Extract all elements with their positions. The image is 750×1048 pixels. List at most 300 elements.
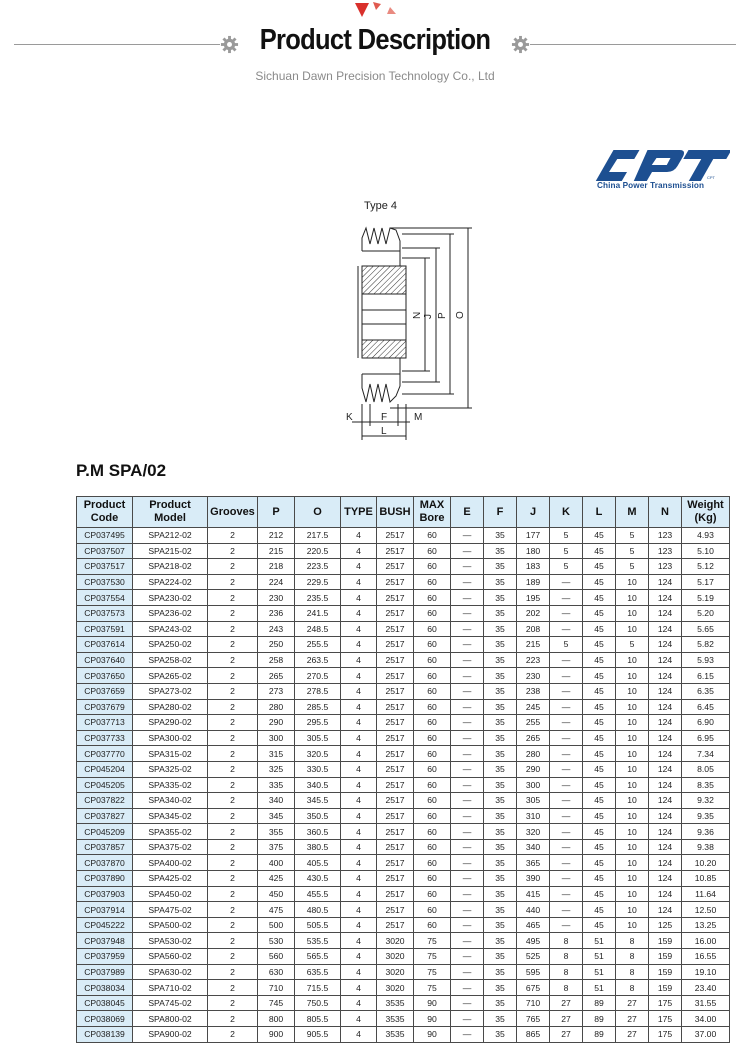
table-cell-type: 4 xyxy=(341,543,377,559)
table-cell-bush: 2517 xyxy=(377,559,414,575)
table-cell-type: 4 xyxy=(341,980,377,996)
table-cell-product-model: SPA243-02 xyxy=(133,621,208,637)
table-cell-n: 124 xyxy=(649,605,682,621)
table-cell-max-bore: 60 xyxy=(414,855,451,871)
table-cell-o: 565.5 xyxy=(295,949,341,965)
table-cell-m: 10 xyxy=(616,839,649,855)
table-cell-type: 4 xyxy=(341,730,377,746)
column-header-weight: Weight (Kg) xyxy=(682,497,730,528)
table-cell-j: 223 xyxy=(517,652,550,668)
table-cell-bush: 2517 xyxy=(377,605,414,621)
table-cell-n: 124 xyxy=(649,793,682,809)
table-cell-product-code: CP037890 xyxy=(77,871,133,887)
table-cell-type: 4 xyxy=(341,605,377,621)
table-cell-l: 45 xyxy=(583,590,616,606)
page-title: Product Description xyxy=(259,24,491,56)
table-cell-product-code: CP045204 xyxy=(77,761,133,777)
table-cell-k: — xyxy=(550,683,583,699)
table-row xyxy=(77,933,730,949)
table-cell-k: 8 xyxy=(550,933,583,949)
table-cell-e: — xyxy=(451,574,484,590)
table-cell-o: 360.5 xyxy=(295,824,341,840)
table-cell-p: 560 xyxy=(258,949,295,965)
table-cell-product-code: CP037573 xyxy=(77,605,133,621)
table-cell-o: 285.5 xyxy=(295,699,341,715)
column-header-e: E xyxy=(451,497,484,528)
table-cell-l: 45 xyxy=(583,902,616,918)
table-cell-m: 10 xyxy=(616,746,649,762)
table-cell-type: 4 xyxy=(341,808,377,824)
table-cell-product-code: CP037507 xyxy=(77,543,133,559)
table-cell-o: 248.5 xyxy=(295,621,341,637)
table-cell-l: 51 xyxy=(583,933,616,949)
table-cell-e: — xyxy=(451,964,484,980)
table-cell-p: 425 xyxy=(258,871,295,887)
table-cell-weight: 9.36 xyxy=(682,824,730,840)
table-cell-k: — xyxy=(550,730,583,746)
table-cell-l: 51 xyxy=(583,964,616,980)
table-cell-f: 35 xyxy=(484,824,517,840)
table-cell-grooves: 2 xyxy=(208,605,258,621)
table-row xyxy=(77,746,730,762)
table-cell-f: 35 xyxy=(484,871,517,887)
table-cell-product-code: CP038034 xyxy=(77,980,133,996)
table-cell-p: 745 xyxy=(258,995,295,1011)
table-cell-product-code: CP045209 xyxy=(77,824,133,840)
table-row xyxy=(77,995,730,1011)
table-cell-type: 4 xyxy=(341,855,377,871)
table-cell-weight: 6.35 xyxy=(682,683,730,699)
table-cell-j: 675 xyxy=(517,980,550,996)
table-cell-grooves: 2 xyxy=(208,793,258,809)
table-cell-type: 4 xyxy=(341,871,377,887)
table-row xyxy=(77,715,730,731)
table-cell-product-model: SPA745-02 xyxy=(133,995,208,1011)
table-cell-product-model: SPA224-02 xyxy=(133,574,208,590)
table-cell-o: 223.5 xyxy=(295,559,341,575)
table-cell-k: — xyxy=(550,715,583,731)
table-cell-bush: 2517 xyxy=(377,699,414,715)
table-cell-product-model: SPA345-02 xyxy=(133,808,208,824)
table-cell-f: 35 xyxy=(484,808,517,824)
table-cell-bush: 2517 xyxy=(377,621,414,637)
table-row xyxy=(77,574,730,590)
column-header-type: TYPE xyxy=(341,497,377,528)
table-cell-grooves: 2 xyxy=(208,543,258,559)
table-cell-type: 4 xyxy=(341,839,377,855)
table-cell-product-code: CP037713 xyxy=(77,715,133,731)
table-cell-type: 4 xyxy=(341,559,377,575)
table-cell-bush: 2517 xyxy=(377,590,414,606)
table-cell-product-model: SPA375-02 xyxy=(133,839,208,855)
table-cell-k: — xyxy=(550,621,583,637)
table-cell-f: 35 xyxy=(484,590,517,606)
table-row xyxy=(77,839,730,855)
table-cell-j: 265 xyxy=(517,730,550,746)
table-cell-bush: 2517 xyxy=(377,528,414,544)
table-cell-type: 4 xyxy=(341,793,377,809)
table-cell-j: 525 xyxy=(517,949,550,965)
table-cell-p: 300 xyxy=(258,730,295,746)
table-row xyxy=(77,980,730,996)
table-cell-bush: 3020 xyxy=(377,964,414,980)
table-cell-grooves: 2 xyxy=(208,949,258,965)
table-cell-k: 8 xyxy=(550,980,583,996)
table-cell-max-bore: 60 xyxy=(414,652,451,668)
table-cell-k: — xyxy=(550,793,583,809)
table-cell-j: 595 xyxy=(517,964,550,980)
table-cell-product-model: SPA265-02 xyxy=(133,668,208,684)
table-cell-type: 4 xyxy=(341,886,377,902)
table-cell-product-code: CP037640 xyxy=(77,652,133,668)
table-cell-product-code: CP037827 xyxy=(77,808,133,824)
table-cell-l: 45 xyxy=(583,855,616,871)
table-cell-max-bore: 75 xyxy=(414,980,451,996)
table-cell-weight: 16.55 xyxy=(682,949,730,965)
table-cell-n: 175 xyxy=(649,1011,682,1027)
table-cell-max-bore: 60 xyxy=(414,715,451,731)
table-cell-max-bore: 90 xyxy=(414,1027,451,1043)
table-cell-o: 330.5 xyxy=(295,761,341,777)
table-cell-m: 10 xyxy=(616,574,649,590)
table-cell-k: — xyxy=(550,808,583,824)
table-cell-m: 10 xyxy=(616,824,649,840)
table-cell-o: 345.5 xyxy=(295,793,341,809)
table-cell-product-code: CP037591 xyxy=(77,621,133,637)
table-cell-m: 10 xyxy=(616,902,649,918)
table-cell-n: 159 xyxy=(649,949,682,965)
table-cell-n: 124 xyxy=(649,777,682,793)
table-cell-o: 405.5 xyxy=(295,855,341,871)
table-cell-o: 535.5 xyxy=(295,933,341,949)
table-cell-l: 45 xyxy=(583,777,616,793)
table-cell-weight: 5.65 xyxy=(682,621,730,637)
table-cell-j: 195 xyxy=(517,590,550,606)
table-cell-j: 440 xyxy=(517,902,550,918)
table-cell-o: 380.5 xyxy=(295,839,341,855)
table-cell-n: 124 xyxy=(649,746,682,762)
table-cell-n: 124 xyxy=(649,871,682,887)
table-cell-e: — xyxy=(451,949,484,965)
dim-label-k: K xyxy=(346,412,353,423)
table-cell-m: 10 xyxy=(616,699,649,715)
table-cell-bush: 2517 xyxy=(377,917,414,933)
table-cell-j: 245 xyxy=(517,699,550,715)
table-cell-p: 400 xyxy=(258,855,295,871)
table-cell-product-model: SPA280-02 xyxy=(133,699,208,715)
table-cell-o: 320.5 xyxy=(295,746,341,762)
table-cell-j: 208 xyxy=(517,621,550,637)
table-row xyxy=(77,605,730,621)
table-cell-p: 212 xyxy=(258,528,295,544)
table-cell-weight: 5.19 xyxy=(682,590,730,606)
table-cell-type: 4 xyxy=(341,668,377,684)
table-cell-o: 430.5 xyxy=(295,871,341,887)
table-cell-weight: 6.90 xyxy=(682,715,730,731)
table-body xyxy=(77,528,730,1043)
table-cell-p: 630 xyxy=(258,964,295,980)
table-cell-product-model: SPA212-02 xyxy=(133,528,208,544)
table-cell-type: 4 xyxy=(341,902,377,918)
table-cell-f: 35 xyxy=(484,902,517,918)
table-cell-max-bore: 60 xyxy=(414,605,451,621)
table-cell-max-bore: 60 xyxy=(414,699,451,715)
table-cell-l: 45 xyxy=(583,668,616,684)
table-cell-product-model: SPA236-02 xyxy=(133,605,208,621)
table-cell-j: 390 xyxy=(517,871,550,887)
table-row xyxy=(77,871,730,887)
table-cell-e: — xyxy=(451,808,484,824)
column-header-k: K xyxy=(550,497,583,528)
table-cell-e: — xyxy=(451,1011,484,1027)
table-cell-e: — xyxy=(451,559,484,575)
table-cell-f: 35 xyxy=(484,777,517,793)
table-cell-k: — xyxy=(550,824,583,840)
table-cell-e: — xyxy=(451,824,484,840)
table-cell-p: 325 xyxy=(258,761,295,777)
table-cell-e: — xyxy=(451,839,484,855)
table-cell-k: 5 xyxy=(550,637,583,653)
table-cell-n: 124 xyxy=(649,855,682,871)
table-cell-product-model: SPA425-02 xyxy=(133,871,208,887)
table-cell-type: 4 xyxy=(341,715,377,731)
table-cell-type: 4 xyxy=(341,995,377,1011)
table-cell-grooves: 2 xyxy=(208,886,258,902)
table-cell-p: 375 xyxy=(258,839,295,855)
table-cell-p: 315 xyxy=(258,746,295,762)
table-cell-m: 10 xyxy=(616,590,649,606)
table-cell-f: 35 xyxy=(484,730,517,746)
table-cell-weight: 8.05 xyxy=(682,761,730,777)
table-cell-e: — xyxy=(451,980,484,996)
table-cell-k: — xyxy=(550,761,583,777)
table-cell-j: 177 xyxy=(517,528,550,544)
table-cell-weight: 10.85 xyxy=(682,871,730,887)
table-cell-max-bore: 60 xyxy=(414,761,451,777)
table-cell-p: 230 xyxy=(258,590,295,606)
table-cell-j: 495 xyxy=(517,933,550,949)
table-cell-bush: 2517 xyxy=(377,668,414,684)
table-cell-f: 35 xyxy=(484,980,517,996)
table-cell-bush: 2517 xyxy=(377,839,414,855)
table-cell-k: — xyxy=(550,605,583,621)
table-cell-e: — xyxy=(451,730,484,746)
table-cell-f: 35 xyxy=(484,761,517,777)
table-cell-e: — xyxy=(451,590,484,606)
table-cell-e: — xyxy=(451,1027,484,1043)
table-cell-grooves: 2 xyxy=(208,683,258,699)
table-cell-p: 236 xyxy=(258,605,295,621)
table-row xyxy=(77,652,730,668)
table-cell-max-bore: 60 xyxy=(414,808,451,824)
table-cell-e: — xyxy=(451,543,484,559)
table-cell-k: — xyxy=(550,855,583,871)
table-cell-j: 465 xyxy=(517,917,550,933)
table-cell-f: 35 xyxy=(484,699,517,715)
table-cell-j: 180 xyxy=(517,543,550,559)
table-cell-weight: 9.32 xyxy=(682,793,730,809)
table-cell-product-model: SPA335-02 xyxy=(133,777,208,793)
column-header-product-model: Product Model xyxy=(133,497,208,528)
table-cell-product-model: SPA710-02 xyxy=(133,980,208,996)
table-cell-e: — xyxy=(451,871,484,887)
table-cell-product-code: CP037517 xyxy=(77,559,133,575)
table-cell-weight: 19.10 xyxy=(682,964,730,980)
table-cell-j: 310 xyxy=(517,808,550,824)
column-header-m: M xyxy=(616,497,649,528)
table-cell-type: 4 xyxy=(341,933,377,949)
table-cell-grooves: 2 xyxy=(208,652,258,668)
table-row xyxy=(77,1027,730,1043)
table-cell-f: 35 xyxy=(484,715,517,731)
table-cell-bush: 2517 xyxy=(377,715,414,731)
table-row xyxy=(77,917,730,933)
table-cell-f: 35 xyxy=(484,652,517,668)
table-cell-grooves: 2 xyxy=(208,1011,258,1027)
table-cell-k: — xyxy=(550,746,583,762)
table-cell-f: 35 xyxy=(484,637,517,653)
table-cell-weight: 8.35 xyxy=(682,777,730,793)
table-cell-weight: 5.10 xyxy=(682,543,730,559)
table-cell-j: 255 xyxy=(517,715,550,731)
table-cell-grooves: 2 xyxy=(208,995,258,1011)
table-cell-product-model: SPA258-02 xyxy=(133,652,208,668)
table-cell-bush: 2517 xyxy=(377,855,414,871)
table-cell-o: 263.5 xyxy=(295,652,341,668)
table-cell-product-model: SPA450-02 xyxy=(133,886,208,902)
table-cell-o: 305.5 xyxy=(295,730,341,746)
table-cell-l: 45 xyxy=(583,808,616,824)
table-cell-grooves: 2 xyxy=(208,808,258,824)
table-cell-m: 27 xyxy=(616,995,649,1011)
table-cell-weight: 9.38 xyxy=(682,839,730,855)
table-cell-weight: 31.55 xyxy=(682,995,730,1011)
table-cell-l: 45 xyxy=(583,917,616,933)
table-cell-product-code: CP037870 xyxy=(77,855,133,871)
table-row xyxy=(77,559,730,575)
table-cell-weight: 4.93 xyxy=(682,528,730,544)
table-cell-product-code: CP038069 xyxy=(77,1011,133,1027)
table-cell-n: 124 xyxy=(649,808,682,824)
table-cell-f: 35 xyxy=(484,839,517,855)
table-cell-j: 215 xyxy=(517,637,550,653)
table-cell-grooves: 2 xyxy=(208,528,258,544)
table-cell-l: 45 xyxy=(583,652,616,668)
table-cell-o: 278.5 xyxy=(295,683,341,699)
table-row xyxy=(77,855,730,871)
table-cell-product-model: SPA560-02 xyxy=(133,949,208,965)
table-cell-p: 258 xyxy=(258,652,295,668)
table-cell-m: 27 xyxy=(616,1027,649,1043)
table-cell-product-code: CP037903 xyxy=(77,886,133,902)
table-cell-e: — xyxy=(451,917,484,933)
table-cell-l: 45 xyxy=(583,559,616,575)
table-cell-bush: 3535 xyxy=(377,995,414,1011)
dim-label-l: L xyxy=(381,426,387,437)
table-cell-e: — xyxy=(451,886,484,902)
table-cell-e: — xyxy=(451,621,484,637)
table-cell-m: 10 xyxy=(616,808,649,824)
table-cell-grooves: 2 xyxy=(208,574,258,590)
table-cell-bush: 2517 xyxy=(377,808,414,824)
table-cell-e: — xyxy=(451,683,484,699)
table-cell-k: 8 xyxy=(550,949,583,965)
table-cell-j: 280 xyxy=(517,746,550,762)
table-cell-m: 8 xyxy=(616,933,649,949)
table-cell-p: 530 xyxy=(258,933,295,949)
table-cell-p: 218 xyxy=(258,559,295,575)
table-cell-bush: 2517 xyxy=(377,574,414,590)
table-cell-type: 4 xyxy=(341,964,377,980)
table-cell-o: 480.5 xyxy=(295,902,341,918)
table-cell-max-bore: 60 xyxy=(414,777,451,793)
table-cell-weight: 16.00 xyxy=(682,933,730,949)
table-cell-product-model: SPA315-02 xyxy=(133,746,208,762)
table-cell-e: — xyxy=(451,793,484,809)
table-cell-m: 10 xyxy=(616,652,649,668)
table-cell-l: 45 xyxy=(583,886,616,902)
table-cell-product-code: CP037914 xyxy=(77,902,133,918)
table-cell-l: 45 xyxy=(583,574,616,590)
table-cell-m: 27 xyxy=(616,1011,649,1027)
table-cell-o: 340.5 xyxy=(295,777,341,793)
table-cell-product-code: CP037495 xyxy=(77,528,133,544)
table-cell-p: 355 xyxy=(258,824,295,840)
table-cell-m: 5 xyxy=(616,559,649,575)
table-cell-f: 35 xyxy=(484,933,517,949)
table-cell-f: 35 xyxy=(484,949,517,965)
table-cell-j: 202 xyxy=(517,605,550,621)
table-cell-l: 45 xyxy=(583,699,616,715)
table-cell-max-bore: 60 xyxy=(414,683,451,699)
table-cell-weight: 5.93 xyxy=(682,652,730,668)
table-cell-e: — xyxy=(451,605,484,621)
table-cell-j: 365 xyxy=(517,855,550,871)
table-cell-max-bore: 60 xyxy=(414,902,451,918)
table-cell-e: — xyxy=(451,715,484,731)
table-cell-grooves: 2 xyxy=(208,824,258,840)
table-cell-f: 35 xyxy=(484,605,517,621)
table-cell-grooves: 2 xyxy=(208,746,258,762)
table-cell-bush: 2517 xyxy=(377,746,414,762)
table-row xyxy=(77,621,730,637)
table-row xyxy=(77,1011,730,1027)
table-cell-product-code: CP037989 xyxy=(77,964,133,980)
table-cell-l: 45 xyxy=(583,543,616,559)
table-header-row xyxy=(77,497,730,528)
logo-wordmark: CPT xyxy=(707,175,715,180)
table-cell-k: — xyxy=(550,917,583,933)
logo-caption: China Power Transmission xyxy=(597,181,705,190)
table-cell-f: 35 xyxy=(484,559,517,575)
table-cell-p: 250 xyxy=(258,637,295,653)
table-cell-p: 345 xyxy=(258,808,295,824)
table-cell-weight: 11.64 xyxy=(682,886,730,902)
table-cell-product-code: CP045222 xyxy=(77,917,133,933)
table-cell-m: 10 xyxy=(616,683,649,699)
spec-table-wrapper xyxy=(76,496,730,1043)
table-cell-weight: 12.50 xyxy=(682,902,730,918)
table-cell-weight: 10.20 xyxy=(682,855,730,871)
table-cell-o: 750.5 xyxy=(295,995,341,1011)
column-header-product-code: Product Code xyxy=(77,497,133,528)
table-cell-m: 10 xyxy=(616,761,649,777)
table-cell-n: 124 xyxy=(649,730,682,746)
table-cell-o: 217.5 xyxy=(295,528,341,544)
table-cell-type: 4 xyxy=(341,917,377,933)
table-cell-product-model: SPA290-02 xyxy=(133,715,208,731)
table-cell-k: — xyxy=(550,590,583,606)
